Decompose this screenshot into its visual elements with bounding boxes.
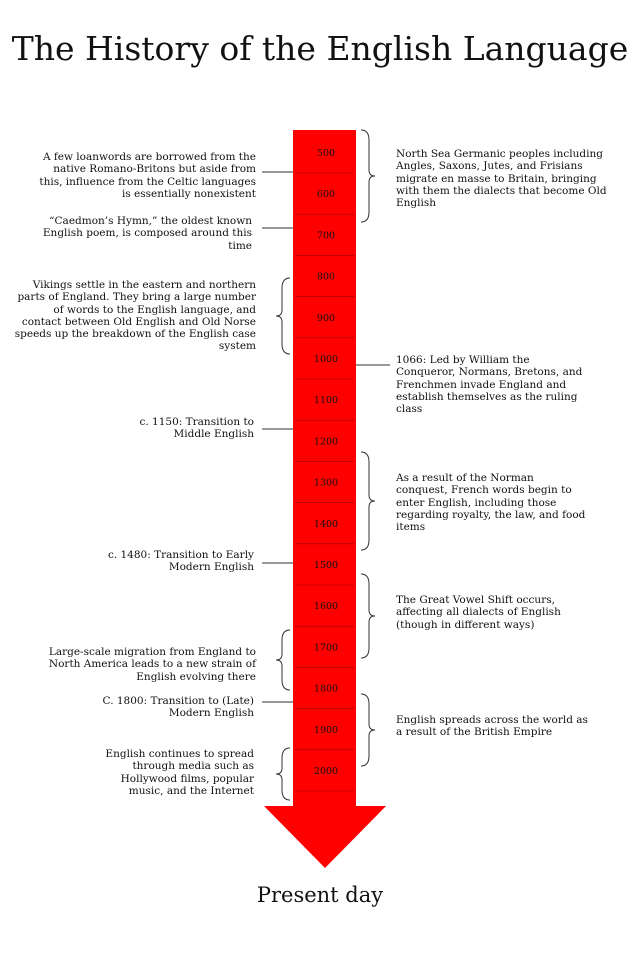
note-early-modern-english: c. 1480: Transition to Early Modern English — [107, 549, 254, 574]
year-label-1800: 1800 — [313, 683, 339, 695]
note-vikings: Vikings settle in the eastern and northern parts of England. They bring a large number of words to the English language, and contact between Old English and Old Norse speeds up the breakdown of the English case system — [14, 279, 256, 353]
brace-great-vowel-shift — [361, 574, 375, 658]
year-label-1500: 1500 — [313, 560, 339, 571]
note-late-modern-english: C. 1800: Transition to (Late) Modern English — [102, 695, 254, 720]
note-middle-english: c. 1150: Transition to Middle English — [139, 416, 254, 441]
brace-french-words — [361, 452, 375, 550]
timeline-arrow-head — [264, 806, 386, 868]
year-label-1600: 1600 — [313, 601, 339, 613]
title-text: The History of the English Language — [11, 29, 629, 68]
brace-media — [276, 748, 290, 800]
note-germanic-migration: North Sea Germanic peoples including Angles, Saxons, Jutes, and Frisians migrate en masse to Britain, bringing with them the dialects that become Old English — [396, 148, 607, 210]
note-great-vowel-shift: The Great Vowel Shift occurs, affecting all dialects of English (though in different ways) — [396, 594, 561, 631]
present-day-label: Present day — [256, 883, 384, 907]
brace-british-empire — [361, 694, 375, 766]
brace-north-america — [276, 630, 290, 690]
year-label-1100: 1100 — [313, 395, 339, 407]
year-label-500: 500 — [316, 148, 336, 159]
year-label-1900: 1900 — [313, 724, 339, 736]
year-label-2000: 2000 — [313, 766, 339, 777]
year-label-1000: 1000 — [313, 354, 339, 365]
year-label-1700: 1700 — [313, 642, 339, 654]
note-north-america: Large-scale migration from England to North America leads to a new strain of English evolving there — [48, 646, 256, 683]
brace-germanic-migration — [361, 130, 375, 222]
year-label-1200: 1200 — [313, 436, 339, 448]
note-norman-invasion: 1066: Led by William the Conqueror, Normans, Bretons, and Frenchmen invade England and establish themselves as the ruling class — [396, 354, 583, 416]
note-caedmons-hymn: “Caedmon’s Hymn,” the oldest known English poem, is composed around this time — [42, 215, 252, 252]
year-label-700: 700 — [316, 230, 336, 242]
year-label-600: 600 — [316, 189, 336, 201]
brace-vikings — [276, 278, 290, 354]
year-label-1300: 1300 — [313, 477, 339, 489]
note-media: English continues to spread through media such as Hollywood films, popular music, and the Internet — [105, 748, 254, 797]
year-label-1400: 1400 — [313, 518, 339, 530]
note-celtic-loanwords: A few loanwords are borrowed from the native Romano-Britons but aside from this, influence from the Celtic languages is essentially nonexistent — [39, 151, 256, 200]
year-label-900: 900 — [316, 312, 336, 324]
note-french-words: As a result of the Norman conquest, French words begin to enter English, including those regarding royalty, the law, and food items — [396, 472, 586, 534]
note-british-empire: English spreads across the world as a result of the British Empire — [396, 714, 588, 739]
year-label-800: 800 — [316, 271, 336, 283]
